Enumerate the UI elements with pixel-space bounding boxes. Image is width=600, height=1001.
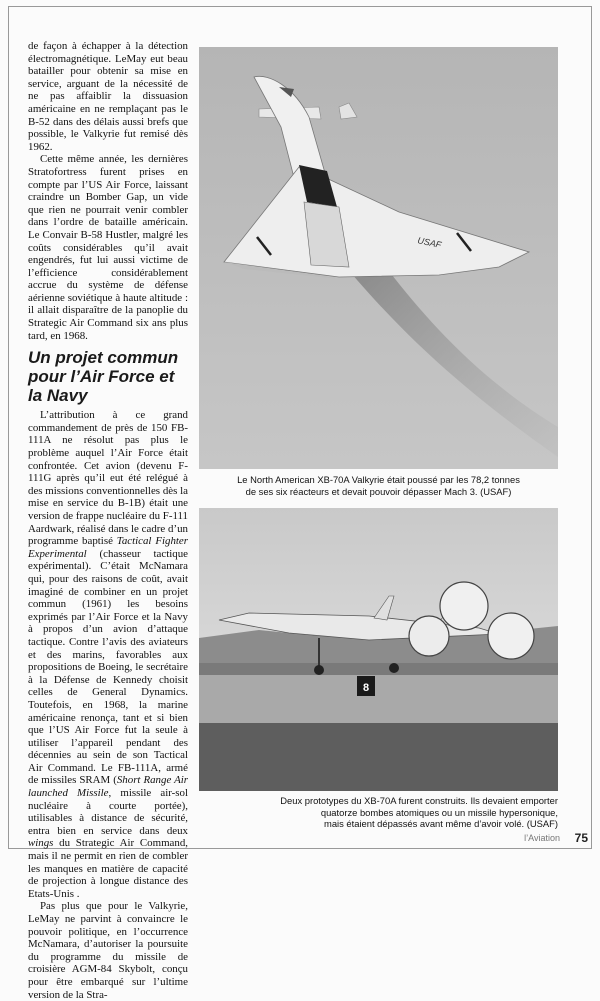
- xb70-flight-illustration: [199, 47, 558, 469]
- drag-chute-1: [440, 582, 488, 630]
- caption-2-line-2: quatorze bombes atomiques ou un missile hypersonique,: [320, 806, 558, 818]
- caption-1-line-1: Le North American XB-70A Valkyrie était poussé par les 78,2 tonnes: [237, 474, 520, 485]
- photo-xb70-in-flight: [199, 47, 558, 469]
- runway-marker-label: 8: [362, 682, 370, 694]
- runway: [199, 675, 558, 723]
- paragraph-1: de façon à échapper à la détection électromagnétique. LeMay eut beau batailler pour obtenir sa mise en service, arguant de la nécessité de ne pas affaiblir la dissuasion américaine en ne remplaçant pas le B-52 dans des délais aussi brefs que possible, le Valkyrie fut remisé dès 1962.: [28, 40, 188, 153]
- caption-1-line-2: de ses six réacteurs et devait pouvoir dépasser Mach 3. (USAF): [245, 485, 512, 497]
- paragraph-3: [28, 409, 188, 900]
- caption-photo-1: [199, 474, 558, 497]
- caption-photo-2: [199, 795, 558, 830]
- drag-chute-2: [488, 613, 534, 659]
- paragraph-3-text-b: (chasseur tactique expérimental). C’était McNamara qui, pour des raisons de coût, avait imaginé de combiner en un projet commun (1961) les besoins exprimés par l’Air Force et la Navy à propos d’un avion d’attaque tactique. Contre l’avis des aviateurs et des marins, favorables aux propositions de Boeing, le secrétaire à la Défense de Kennedy choisit celles de General Dynamics. Toutefois, en 1968, la marine américaine renonça, tant et si bien que l’US Air Force fut la seule à utiliser l’appareil pendant des décennies au sein de son Tactical Air Command. Le FB-111A, armé de missiles SRAM (: [28, 547, 188, 787]
- paragraph-3-italic-1: Tactical Fighter Experimental: [28, 535, 188, 560]
- paragraph-4: Pas plus que pour le Valkyrie, LeMay ne parvint à convaincre le pouvoir politique, en l’occurrence McNamara, d’autoriser la poursuite du programme du missile de croisière AGM-84 Skybolt, conçu pour être embarqué sur l’ultime version de la Stra-: [28, 900, 188, 1001]
- photo-xb70-landing: [199, 508, 558, 791]
- caption-2-line-3: mais étaient dépassés avant même d’avoir volé. (USAF): [324, 818, 558, 830]
- paragraph-3-text-d: du Strategic Air Command, mais il ne permit en rien de combler les manques en matière de capacité de projection à longue distance des Etats-Unis .: [28, 837, 188, 900]
- caption-2-line-1: Deux prototypes du XB-70A furent construits. Ils devaient emporter: [280, 795, 558, 806]
- page-number: 75: [574, 831, 588, 845]
- paragraph-3-italic-2: Short Range Air launched Missile: [28, 774, 188, 800]
- paragraph-3-text-a: L’attribution à ce grand commandement de près de 150 FB-111A ne résolut pas plus le problème auquel l’Air Force était confrontée. Cet avion (devenu F-111G après qu’il eut été relégué à des missions conventionnelles dès la mise en service du B-1B) était une version de frappe nucléaire du F-111 Aardwark, réalisé dans le cadre d’un programme baptisé: [28, 409, 188, 548]
- xb70-landing-illustration: [199, 508, 558, 791]
- paragraph-3-text-c: , missile air-sol nucléaire à courte portée), utilisables à distance de sécurité, entra bien en service dans deux: [28, 787, 188, 837]
- section-title: Un projet commun pour l’Air Force et la Navy: [28, 348, 179, 406]
- article-left-column: [28, 40, 188, 1001]
- runway-edge: [199, 663, 558, 675]
- wing-marking: USAF: [416, 235, 443, 250]
- magazine-logo: l’Aviation: [524, 833, 560, 843]
- paragraph-2: Cette même année, les dernières Stratofortress furent prises en compte par l’US Air Force, laissant craindre un Bomber Gap, un vide que rien ne pourrait venir combler dans l’ordre de bataille américain. Le Convair B-58 Hustler, malgré les coûts considérables qu’il avait engendrés, fut lui aussi victime de l’efficience considérablement accrue du système de défense aérienne soviétique à haute altitude : il allait disparaître de la panoplie du Strategic Air Command six ans plus tard, en 1968.: [28, 153, 188, 342]
- desert-brush: [199, 723, 558, 791]
- paragraph-3-italic-3: wings: [28, 837, 54, 850]
- wheel-rear: [389, 663, 399, 673]
- drag-chute-3: [409, 616, 449, 656]
- wheel-main: [314, 665, 324, 675]
